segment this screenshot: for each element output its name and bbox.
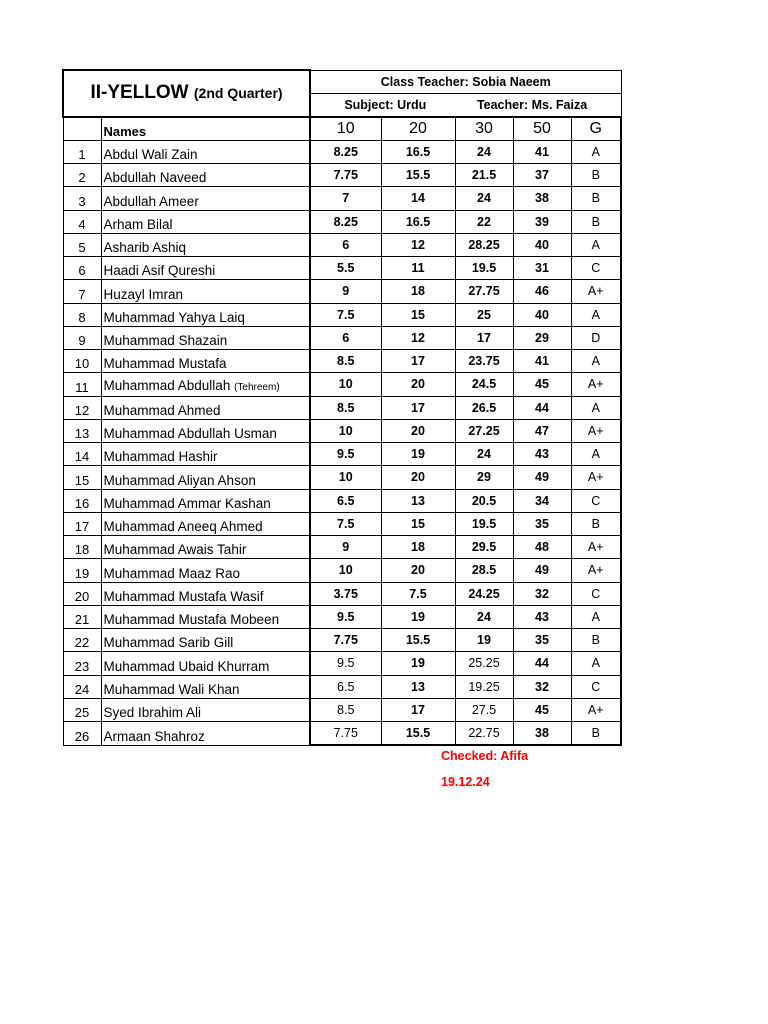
score-30: 24.5 xyxy=(455,373,513,396)
row-number: 19 xyxy=(63,559,101,582)
grade: C xyxy=(571,257,621,280)
score-10: 7.75 xyxy=(310,722,381,746)
row-number: 23 xyxy=(63,652,101,675)
score-20: 19 xyxy=(381,443,455,466)
score-50: 40 xyxy=(513,233,571,256)
student-name: Muhammad Mustafa xyxy=(103,356,227,372)
score-10: 8.25 xyxy=(310,210,381,233)
grade: A+ xyxy=(571,536,621,559)
score-20: 15.5 xyxy=(381,164,455,187)
grade: A xyxy=(571,443,621,466)
score-30: 19 xyxy=(455,629,513,652)
score-20: 12 xyxy=(381,233,455,256)
grade: C xyxy=(571,675,621,698)
score-header-30: 30 xyxy=(455,117,513,141)
table-row xyxy=(63,326,621,349)
student-name: Muhammad Yahya Laiq xyxy=(103,309,245,325)
student-name-cell xyxy=(101,303,310,326)
score-10: 8.25 xyxy=(310,140,381,163)
score-10: 9 xyxy=(310,280,381,303)
score-header-20: 20 xyxy=(381,117,455,141)
score-50: 38 xyxy=(513,187,571,210)
score-50: 44 xyxy=(513,652,571,675)
score-30: 24 xyxy=(455,605,513,628)
student-name: Muhammad Abdullah Usman xyxy=(103,426,277,441)
score-10: 8.5 xyxy=(310,396,381,419)
student-name-cell xyxy=(101,396,310,419)
score-20: 15.5 xyxy=(381,722,455,746)
student-name-cell xyxy=(101,233,310,256)
score-30: 26.5 xyxy=(455,396,513,419)
score-10: 9 xyxy=(310,536,381,559)
score-50: 31 xyxy=(513,257,571,280)
score-30: 22.75 xyxy=(455,722,513,746)
student-name-cell xyxy=(101,512,310,535)
student-name: Abdullah Ameer xyxy=(103,193,199,209)
quarter-label: (2nd Quarter) xyxy=(193,85,283,102)
score-30: 23.75 xyxy=(455,350,513,373)
grade: A+ xyxy=(571,559,621,582)
score-30: 20.5 xyxy=(455,489,513,512)
row-number: 13 xyxy=(63,419,101,442)
score-50: 43 xyxy=(513,443,571,466)
row-number: 20 xyxy=(63,582,101,605)
row-number: 18 xyxy=(63,536,101,559)
table-row xyxy=(63,396,621,419)
score-20: 13 xyxy=(381,675,455,698)
student-name-cell xyxy=(101,187,310,210)
grade: B xyxy=(571,629,621,652)
row-number: 4 xyxy=(63,210,101,233)
table-row xyxy=(63,443,621,466)
score-10: 10 xyxy=(310,373,381,396)
student-name-cell xyxy=(101,675,310,698)
score-10: 7.5 xyxy=(310,512,381,535)
score-10: 7.5 xyxy=(310,303,381,326)
grade: B xyxy=(571,164,621,187)
table-row xyxy=(63,164,621,187)
row-number: 24 xyxy=(63,675,101,698)
student-name-cell xyxy=(101,419,310,442)
table-row xyxy=(63,140,621,163)
score-10: 6.5 xyxy=(310,489,381,512)
score-20: 12 xyxy=(381,326,455,349)
grade: A+ xyxy=(571,419,621,442)
student-name: Muhammad Hashir xyxy=(103,449,218,465)
score-20: 18 xyxy=(381,536,455,559)
score-50: 49 xyxy=(513,466,571,489)
row-number: 16 xyxy=(63,489,101,512)
grade: A xyxy=(571,140,621,163)
student-name-cell xyxy=(101,536,310,559)
score-30: 22 xyxy=(455,210,513,233)
score-10: 7.75 xyxy=(310,164,381,187)
grade: A xyxy=(571,605,621,628)
row-number: 9 xyxy=(63,326,101,349)
student-name: Haadi Asif Qureshi xyxy=(103,263,216,279)
row-number: 25 xyxy=(63,698,101,721)
grade: A xyxy=(571,350,621,373)
score-10: 3.75 xyxy=(310,582,381,605)
table-row xyxy=(63,419,621,442)
grade: B xyxy=(571,722,621,746)
row-number: 7 xyxy=(63,280,101,303)
marks-sheet xyxy=(62,69,622,746)
checked-date: 19.12.24 xyxy=(441,775,490,789)
grade: C xyxy=(571,582,621,605)
score-20: 19 xyxy=(381,605,455,628)
student-name-cell xyxy=(101,605,310,628)
class-teacher: Class Teacher: Sobia Naeem xyxy=(310,70,621,93)
score-30: 28.5 xyxy=(455,559,513,582)
score-30: 24 xyxy=(455,187,513,210)
table-row xyxy=(63,722,621,746)
serial-header xyxy=(63,117,101,141)
grade: A+ xyxy=(571,373,621,396)
student-name: Huzayl Imran xyxy=(103,286,184,302)
score-10: 6 xyxy=(310,233,381,256)
row-number: 1 xyxy=(63,140,101,163)
score-20: 17 xyxy=(381,350,455,373)
score-header-50: 50 xyxy=(513,117,571,141)
student-name-cell xyxy=(101,698,310,721)
student-name-cell xyxy=(101,466,310,489)
score-50: 49 xyxy=(513,559,571,582)
table-row xyxy=(63,605,621,628)
score-10: 10 xyxy=(310,466,381,489)
score-50: 47 xyxy=(513,419,571,442)
row-number: 3 xyxy=(63,187,101,210)
student-name-cell xyxy=(101,326,310,349)
table-row xyxy=(63,489,621,512)
student-name-cell xyxy=(101,559,310,582)
student-name-cell xyxy=(101,210,310,233)
table-row xyxy=(63,350,621,373)
score-20: 14 xyxy=(381,187,455,210)
student-name: Muhammad Shazain xyxy=(103,333,228,348)
table-row xyxy=(63,629,621,652)
student-name: Muhammad Maaz Rao xyxy=(103,565,241,581)
student-name-cell xyxy=(101,257,310,280)
class-name: II-YELLOW xyxy=(90,82,189,104)
teacher-label: Teacher: Ms. Faiza xyxy=(476,97,588,112)
table-row xyxy=(63,280,621,303)
student-name: Muhammad Awais Tahir xyxy=(103,542,247,558)
student-name: Syed Ibrahim Ali xyxy=(103,705,202,720)
student-name-cell xyxy=(101,373,310,396)
table-row xyxy=(63,512,621,535)
score-50: 45 xyxy=(513,698,571,721)
row-number: 8 xyxy=(63,303,101,326)
student-name: Muhammad Aneeq Ahmed xyxy=(103,519,263,534)
row-number: 22 xyxy=(63,629,101,652)
student-name: Muhammad Abdullah xyxy=(103,377,231,393)
student-name: Muhammad Wali Khan xyxy=(103,681,240,697)
student-name: Muhammad Ammar Kashan xyxy=(103,495,271,511)
score-30: 27.25 xyxy=(455,419,513,442)
grade: B xyxy=(571,210,621,233)
student-name: Asharib Ashiq xyxy=(103,240,187,255)
row-number: 26 xyxy=(63,722,101,746)
student-name: Muhammad Sarib Gill xyxy=(103,635,234,651)
score-10: 7 xyxy=(310,187,381,210)
score-30: 27.75 xyxy=(455,280,513,303)
score-30: 24 xyxy=(455,140,513,163)
table-row xyxy=(63,652,621,675)
score-header-10: 10 xyxy=(310,117,381,141)
score-50: 35 xyxy=(513,629,571,652)
score-30: 21.5 xyxy=(455,164,513,187)
score-30: 25 xyxy=(455,303,513,326)
score-10: 10 xyxy=(310,419,381,442)
student-name-cell xyxy=(101,280,310,303)
student-name-cell xyxy=(101,629,310,652)
student-name: Abdul Wali Zain xyxy=(103,147,198,162)
row-number: 15 xyxy=(63,466,101,489)
grade: A xyxy=(571,652,621,675)
score-50: 41 xyxy=(513,140,571,163)
student-name: Muhammad Mustafa Wasif xyxy=(103,588,264,604)
grade: A xyxy=(571,233,621,256)
table-row xyxy=(63,187,621,210)
score-50: 37 xyxy=(513,164,571,187)
score-50: 48 xyxy=(513,536,571,559)
table-row xyxy=(63,698,621,721)
score-30: 24.25 xyxy=(455,582,513,605)
table-row xyxy=(63,210,621,233)
table-row xyxy=(63,675,621,698)
score-50: 34 xyxy=(513,489,571,512)
score-30: 29 xyxy=(455,466,513,489)
checked-by: Checked: Afifa xyxy=(441,749,529,763)
score-30: 27.5 xyxy=(455,698,513,721)
student-name: Muhammad Aliyan Ahson xyxy=(103,472,256,488)
score-30: 24 xyxy=(455,443,513,466)
score-10: 9.5 xyxy=(310,443,381,466)
score-10: 10 xyxy=(310,559,381,582)
score-20: 16.5 xyxy=(381,140,455,163)
table-row xyxy=(63,233,621,256)
score-10: 5.5 xyxy=(310,257,381,280)
student-name: Muhammad Ubaid Khurram xyxy=(103,658,270,674)
score-20: 16.5 xyxy=(381,210,455,233)
row-number: 11 xyxy=(63,373,101,396)
score-50: 40 xyxy=(513,303,571,326)
score-20: 13 xyxy=(381,489,455,512)
grade: B xyxy=(571,187,621,210)
score-30: 19.5 xyxy=(455,257,513,280)
grade: A+ xyxy=(571,466,621,489)
row-number: 10 xyxy=(63,350,101,373)
score-10: 9.5 xyxy=(310,652,381,675)
score-20: 15 xyxy=(381,512,455,535)
score-20: 7.5 xyxy=(381,582,455,605)
score-30: 28.25 xyxy=(455,233,513,256)
row-number: 14 xyxy=(63,443,101,466)
score-50: 46 xyxy=(513,280,571,303)
grade: D xyxy=(571,326,621,349)
student-name: Muhammad Ahmed xyxy=(103,402,221,418)
grade: B xyxy=(571,512,621,535)
score-20: 20 xyxy=(381,559,455,582)
score-30: 19.5 xyxy=(455,512,513,535)
subject-label: Subject: Urdu xyxy=(344,97,427,112)
score-50: 43 xyxy=(513,605,571,628)
student-name-cell xyxy=(101,350,310,373)
grade-header: G xyxy=(571,117,621,141)
score-30: 19.25 xyxy=(455,675,513,698)
score-20: 20 xyxy=(381,466,455,489)
student-name-cell xyxy=(101,164,310,187)
score-10: 7.75 xyxy=(310,629,381,652)
row-number: 6 xyxy=(63,257,101,280)
score-50: 32 xyxy=(513,582,571,605)
score-10: 8.5 xyxy=(310,350,381,373)
names-header: Names xyxy=(101,117,310,141)
table-row xyxy=(63,582,621,605)
student-name-cell xyxy=(101,443,310,466)
score-20: 18 xyxy=(381,280,455,303)
score-30: 29.5 xyxy=(455,536,513,559)
student-name-cell xyxy=(101,140,310,163)
score-30: 25.25 xyxy=(455,652,513,675)
table-row xyxy=(63,303,621,326)
student-name-cell xyxy=(101,652,310,675)
student-name-cell xyxy=(101,722,310,746)
table-row xyxy=(63,536,621,559)
subject-teacher-row xyxy=(310,93,621,117)
score-50: 41 xyxy=(513,350,571,373)
row-number: 21 xyxy=(63,605,101,628)
score-20: 19 xyxy=(381,652,455,675)
score-20: 17 xyxy=(381,698,455,721)
student-name-cell xyxy=(101,489,310,512)
score-10: 9.5 xyxy=(310,605,381,628)
score-20: 20 xyxy=(381,373,455,396)
score-20: 20 xyxy=(381,419,455,442)
score-10: 6 xyxy=(310,326,381,349)
student-name: Muhammad Mustafa Mobeen xyxy=(103,612,280,627)
score-10: 6.5 xyxy=(310,675,381,698)
sheet-title xyxy=(63,70,310,117)
table-row xyxy=(63,373,621,396)
row-number: 17 xyxy=(63,512,101,535)
student-name: Armaan Shahroz xyxy=(103,728,205,744)
score-10: 8.5 xyxy=(310,698,381,721)
student-name: Abdullah Naveed xyxy=(103,170,207,186)
row-number: 5 xyxy=(63,233,101,256)
table-row xyxy=(63,257,621,280)
grade: C xyxy=(571,489,621,512)
row-number: 12 xyxy=(63,396,101,419)
score-20: 15.5 xyxy=(381,629,455,652)
score-50: 35 xyxy=(513,512,571,535)
score-50: 38 xyxy=(513,722,571,746)
score-30: 17 xyxy=(455,326,513,349)
score-50: 29 xyxy=(513,326,571,349)
row-number: 2 xyxy=(63,164,101,187)
student-name: Arham Bilal xyxy=(103,216,173,232)
grade: A xyxy=(571,396,621,419)
grade: A xyxy=(571,303,621,326)
score-20: 11 xyxy=(381,257,455,280)
score-20: 17 xyxy=(381,396,455,419)
score-50: 44 xyxy=(513,396,571,419)
grade: A+ xyxy=(571,698,621,721)
table-row xyxy=(63,466,621,489)
table-row xyxy=(63,559,621,582)
score-20: 15 xyxy=(381,303,455,326)
student-name-note: (Tehreem) xyxy=(234,381,280,393)
grade: A+ xyxy=(571,280,621,303)
student-name-cell xyxy=(101,582,310,605)
score-50: 39 xyxy=(513,210,571,233)
score-50: 32 xyxy=(513,675,571,698)
score-50: 45 xyxy=(513,373,571,396)
